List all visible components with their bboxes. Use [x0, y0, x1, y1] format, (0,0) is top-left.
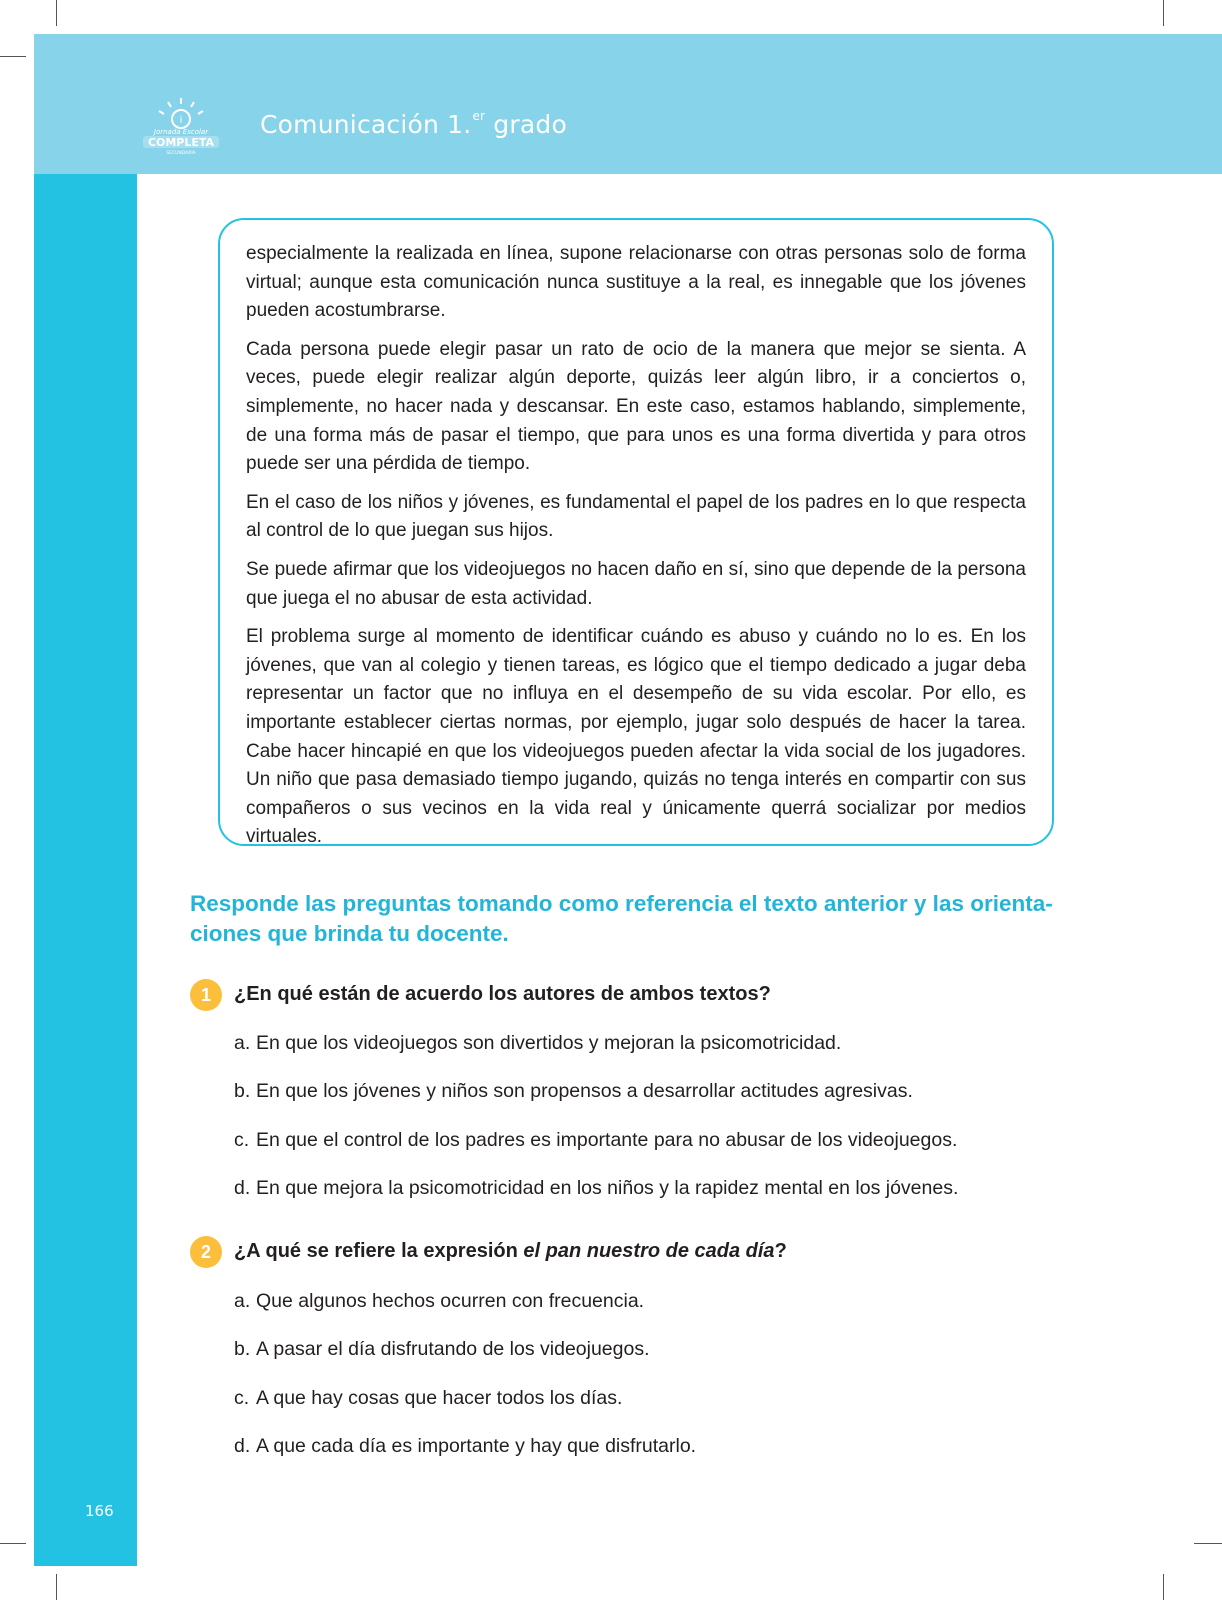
answer-option — [234, 1338, 650, 1361]
option-text: En que los videojuegos son divertidos y mejoran la psicomotricidad. — [256, 1032, 842, 1054]
question-text-expression: el pan nuestro de cada día — [523, 1240, 775, 1262]
reading-paragraph: especialmente la realizada en línea, supone relacionarse con otras personas solo de forma virtual; aunque esta comunicación nunca sustituye a la real, es innegable que los jóvenes pueden acostumbrarse. — [246, 243, 1026, 322]
option-letter: b. — [234, 1080, 251, 1102]
answer-option — [234, 1387, 622, 1410]
option-letter: c. — [234, 1129, 250, 1151]
option-letter: b. — [234, 1338, 251, 1360]
option-text: A que hay cosas que hacer todos los días. — [256, 1387, 623, 1409]
crop-mark — [0, 1543, 26, 1544]
question-text-start: ¿A qué se refiere la expresión — [234, 1240, 524, 1262]
option-letter: c. — [234, 1387, 250, 1409]
option-text: En que el control de los padres es importante para no abusar de los videojuegos. — [256, 1129, 958, 1151]
reading-paragraph: En el caso de los niños y jóvenes, es fundamental el papel de los padres en lo que respecta al control de lo que juegan sus hijos. — [246, 491, 1026, 542]
question-text: ¿En qué están de acuerdo los autores de ambos textos? — [234, 983, 771, 1005]
crop-mark — [1163, 0, 1164, 26]
svg-text:Jornada Escolar: Jornada Escolar — [153, 128, 209, 136]
crop-mark — [1194, 1543, 1222, 1544]
answer-option — [234, 1129, 957, 1152]
answer-option — [234, 1032, 841, 1055]
option-letter: d. — [234, 1435, 251, 1457]
option-letter: a. — [234, 1290, 251, 1312]
reading-paragraph: El problema surge al momento de identificar cuándo es abuso y cuándo no lo es. En los jóvenes, que van al colegio y tienen tareas, es lógico que el tiempo dedicado a jugar deba representar un factor que no influya en el desempeño de su vida escolar. Por ello, es importante establecer ciertas normas, por ejemplo, jugar solo después de hacer la tarea. Cabe hacer hincapié en que los videojuegos pueden afectar la vida social de los jugadores. Un niño que pasa demasiado tiempo jugando, quizás no tenga interés en compartir con sus compañeros o sus vecinos en la vida real y únicamente querrá socializar por medios virtuales. — [246, 626, 1026, 848]
jornada-escolar-logo — [140, 96, 222, 156]
question-number-badge: 2 — [190, 1236, 222, 1268]
answer-option — [234, 1177, 958, 1200]
svg-text:SECUNDARIA: SECUNDARIA — [166, 151, 196, 156]
instruction-heading: Responde las preguntas tomando como referencia el texto anterior y las orienta-ciones que brinda tu docente. — [190, 891, 1053, 946]
option-text: Que algunos hechos ocurren con frecuencia. — [256, 1290, 645, 1312]
crop-mark — [0, 56, 26, 57]
title-main: Comunicación 1. — [260, 110, 472, 139]
option-text: A pasar el día disfrutando de los videojuegos. — [256, 1338, 650, 1360]
option-letter: a. — [234, 1032, 251, 1054]
option-letter: d. — [234, 1177, 251, 1199]
crop-mark — [1163, 1574, 1164, 1600]
svg-text:i: i — [179, 115, 183, 126]
svg-text:COMPLETA: COMPLETA — [147, 136, 215, 149]
option-text: En que mejora la psicomotricidad en los niños y la rapidez mental en los jóvenes. — [256, 1177, 959, 1199]
page-number: 166 — [85, 1502, 114, 1520]
reading-text-box — [218, 218, 1054, 846]
answer-option — [234, 1290, 644, 1313]
question-text-end: ? — [774, 1240, 787, 1262]
side-band — [34, 174, 137, 1566]
question-number-badge: 1 — [190, 979, 222, 1011]
option-text: A que cada día es importante y hay que disfrutarlo. — [256, 1435, 697, 1457]
question-text — [234, 1240, 787, 1263]
answer-option — [234, 1080, 913, 1103]
crop-mark — [56, 1574, 57, 1600]
reading-paragraph: Se puede afirmar que los videojuegos no hacen daño en sí, sino que depende de la persona que juega el no abusar de esta actividad. — [246, 558, 1026, 609]
answer-option — [234, 1435, 696, 1458]
title-superscript: er — [472, 108, 486, 123]
crop-mark — [56, 0, 57, 26]
title-rest: grado — [485, 110, 567, 139]
option-text: En que los jóvenes y niños son propensos a desarrollar actitudes agresivas. — [256, 1080, 913, 1102]
reading-paragraph: Cada persona puede elegir pasar un rato de ocio de la manera que mejor se sienta. A veces, puede elegir realizar algún deporte, quizás leer algún libro, ir a conciertos o, simplemente, no hacer nada y descansar. En este caso, estamos hablando, simplemente, de una forma más de pasar el tiempo, que para unos es una forma divertida y para otros puede ser una pérdida de tiempo. — [246, 338, 1026, 475]
page-title — [260, 110, 567, 139]
